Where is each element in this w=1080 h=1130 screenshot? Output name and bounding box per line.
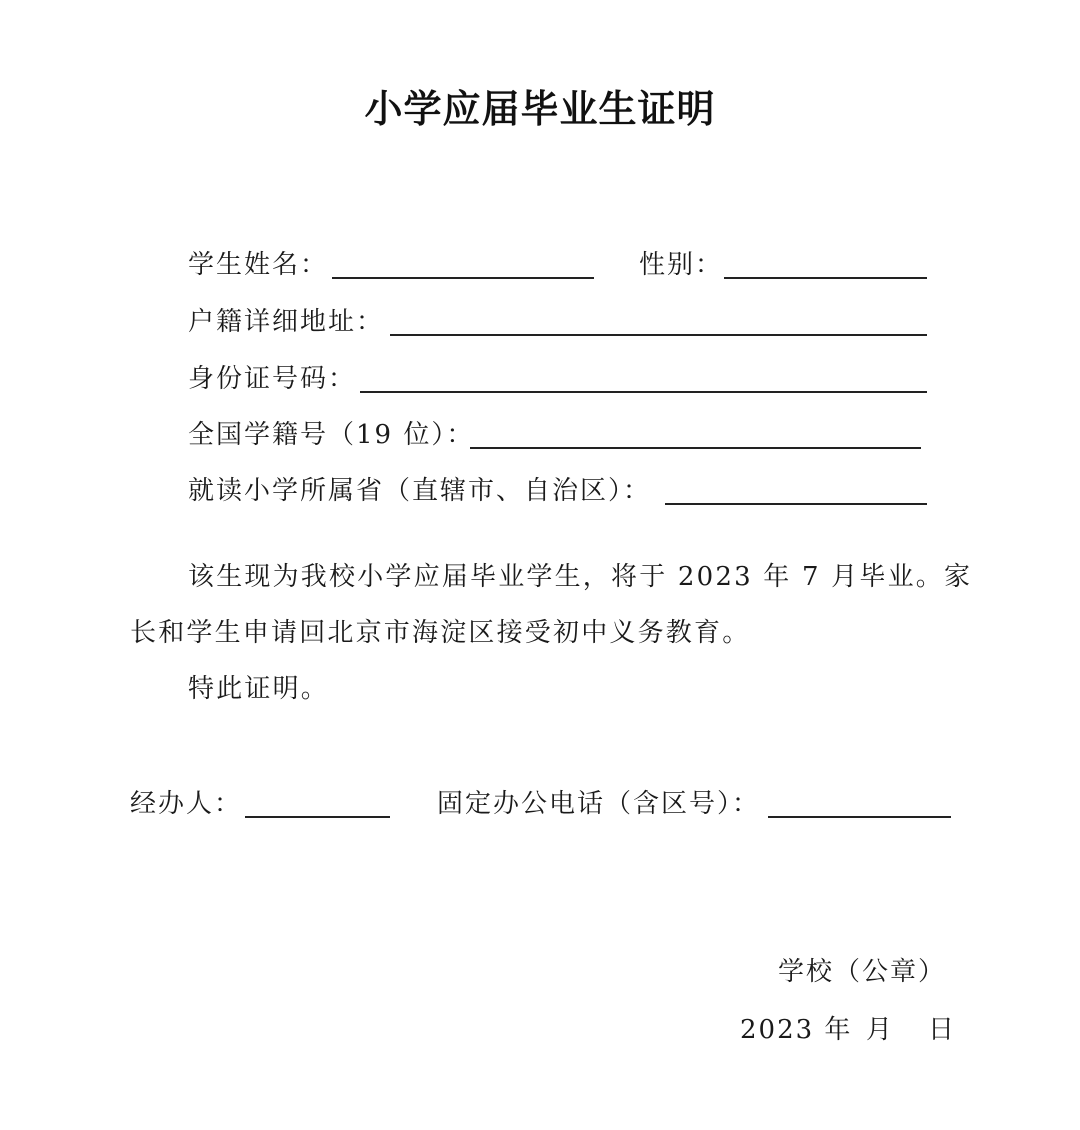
phone-blank[interactable] [768, 816, 951, 818]
student-name-blank[interactable] [332, 277, 594, 279]
certificate-paragraph-line2: 长和学生申请回北京市海淀区接受初中义务教育。 [130, 618, 751, 648]
page-title: 小学应届毕业生证明 [364, 87, 716, 131]
date-day: 日 [928, 1015, 957, 1045]
student-registry-blank[interactable] [470, 447, 921, 449]
id-number-blank[interactable] [360, 391, 927, 393]
phone-label: 固定办公电话（含区号）： [437, 789, 761, 819]
certificate-paragraph-line1: 该生现为我校小学应届毕业学生，将于 2023 年 7 月毕业。家 [188, 562, 973, 592]
date-year: 2023 年 [740, 1015, 853, 1045]
student-name-label: 学生姓名： [188, 250, 329, 280]
student-registry-label: 全国学籍号（19 位）： [188, 420, 475, 450]
handler-blank[interactable] [245, 816, 390, 818]
household-address-label: 户籍详细地址： [188, 307, 385, 337]
id-number-label: 身份证号码： [188, 364, 357, 394]
gender-label: 性别： [639, 250, 724, 280]
household-address-blank[interactable] [390, 334, 927, 336]
certify-statement: 特此证明。 [188, 674, 330, 704]
date-month: 月 [866, 1015, 895, 1045]
handler-label: 经办人： [130, 789, 243, 819]
school-province-blank[interactable] [665, 503, 927, 505]
school-province-label: 就读小学所属省（直辖市、自治区）： [188, 476, 652, 506]
school-seal: 学校（公章） [778, 957, 947, 987]
gender-blank[interactable] [724, 277, 927, 279]
